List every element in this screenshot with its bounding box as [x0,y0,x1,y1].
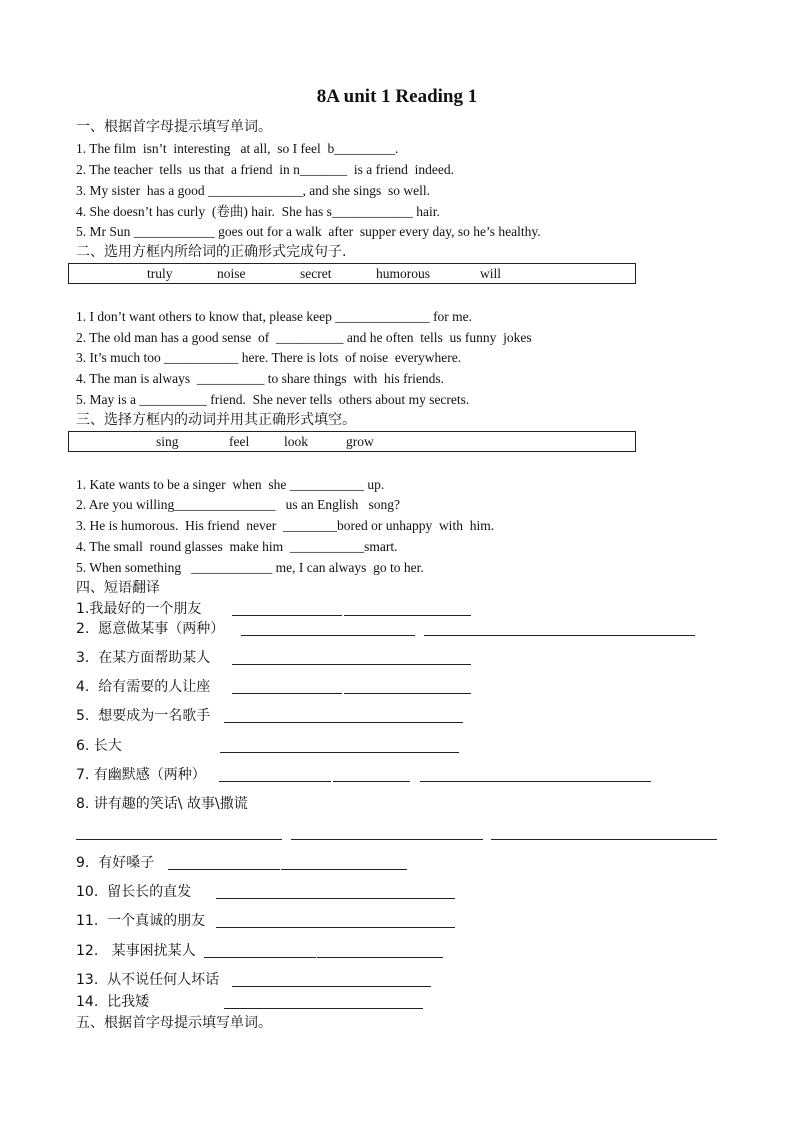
s4-item-9: 9. 有好嗓子 [76,855,155,871]
s4-item-1: 1.我最好的一个朋友 [76,601,202,617]
s4-item-11: 11. 一个真诚的朋友 [76,913,206,929]
worksheet-title: 8A unit 1 Reading 1 [316,86,478,107]
s4-item-14: 14. 比我矮 [76,994,150,1010]
s3-item-3: 3. He is humorous. His friend never ________bored or unhappy with him. [76,518,495,533]
answer-line [216,898,455,899]
box-word-truly: truly [147,266,173,281]
answer-line [219,781,331,782]
s2-item-4: 4. The man is always __________ to share things with his friends. [76,371,444,386]
s3-item-5: 5. When something ____________ me, I can always go to her. [76,560,424,575]
answer-line [216,927,455,928]
answer-line [204,957,316,958]
section-1-heading: 一、根据首字母提示填写单词。 [76,119,272,135]
answer-line [291,839,483,840]
answer-line [281,869,407,870]
box-word-humorous: humorous [376,266,430,281]
section-4-heading: 四、短语翻译 [76,580,160,596]
answer-line [232,664,471,665]
section-5-heading: 五、根据首字母提示填写单词。 [76,1015,272,1031]
s4-item-4: 4. 给有需要的人让座 [76,679,211,695]
section-2-word-box [68,263,636,284]
s3-item-2: 2. Are you willing_______________ us an English song? [76,497,400,512]
answer-line [344,615,471,616]
s4-item-7: 7. 有幽默感（两种） [76,767,206,783]
s4-item-6: 6. 长大 [76,738,122,754]
box-word-feel: feel [229,434,250,449]
s2-item-1: 1. I don’t want others to know that, please keep ______________ for me. [76,309,473,324]
s1-item-3: 3. My sister has a good ______________, and she sings so well. [76,183,430,198]
s3-item-4: 4. The small round glasses make him ___________smart. [76,539,398,554]
section-3-word-box [68,431,636,452]
answer-line [168,869,280,870]
answer-line [241,635,415,636]
answer-line [232,693,342,694]
box-word-secret: secret [300,266,332,281]
answer-line [232,986,431,987]
s4-item-8: 8. 讲有趣的笑话\ 故事\撒谎 [76,796,248,812]
answer-line [420,781,651,782]
s2-item-3: 3. It’s much too ___________ here. There is lots of noise everywhere. [76,350,462,365]
s4-item-13: 13. 从不说任何人坏话 [76,972,220,988]
section-3-heading: 三、选择方框内的动词并用其正确形式填空。 [76,412,356,428]
answer-line [424,635,695,636]
section-2-heading: 二、选用方框内所给词的正确形式完成句子. [76,244,347,260]
box-word-will: will [480,266,502,281]
answer-line [76,839,282,840]
s2-item-5: 5. May is a __________ friend. She never tells others about my secrets. [76,392,470,407]
s1-item-1: 1. The film isn’t interesting at all, so I feel b_________. [76,141,399,156]
answer-line [491,839,717,840]
s2-item-2: 2. The old man has a good sense of __________ and he often tells us funny jokes [76,330,532,345]
box-word-sing: sing [156,434,179,449]
s4-item-5: 5. 想要成为一名歌手 [76,708,211,724]
s3-item-1: 1. Kate wants to be a singer when she ___________ up. [76,477,385,492]
s4-item-3: 3. 在某方面帮助某人 [76,650,211,666]
s4-item-2: 2. 愿意做某事（两种） [76,621,225,637]
answer-line [333,781,410,782]
answer-line [232,615,342,616]
s1-item-5: 5. Mr Sun ____________ goes out for a walk after supper every day, so he’s healthy. [76,224,541,239]
s1-item-4: 4. She doesn’t has curly (卷曲) hair. She has s____________ hair. [76,204,440,219]
s4-item-12: 12. 某事困扰某人 [76,943,196,959]
box-word-grow: grow [346,434,374,449]
answer-line [220,752,459,753]
box-word-look: look [284,434,309,449]
answer-line [317,957,443,958]
answer-line [224,1008,423,1009]
s1-item-2: 2. The teacher tells us that a friend in n_______ is a friend indeed. [76,162,455,177]
answer-line [224,722,463,723]
s4-item-10: 10. 留长长的直发 [76,884,192,900]
answer-line [344,693,471,694]
box-word-noise: noise [217,266,246,281]
